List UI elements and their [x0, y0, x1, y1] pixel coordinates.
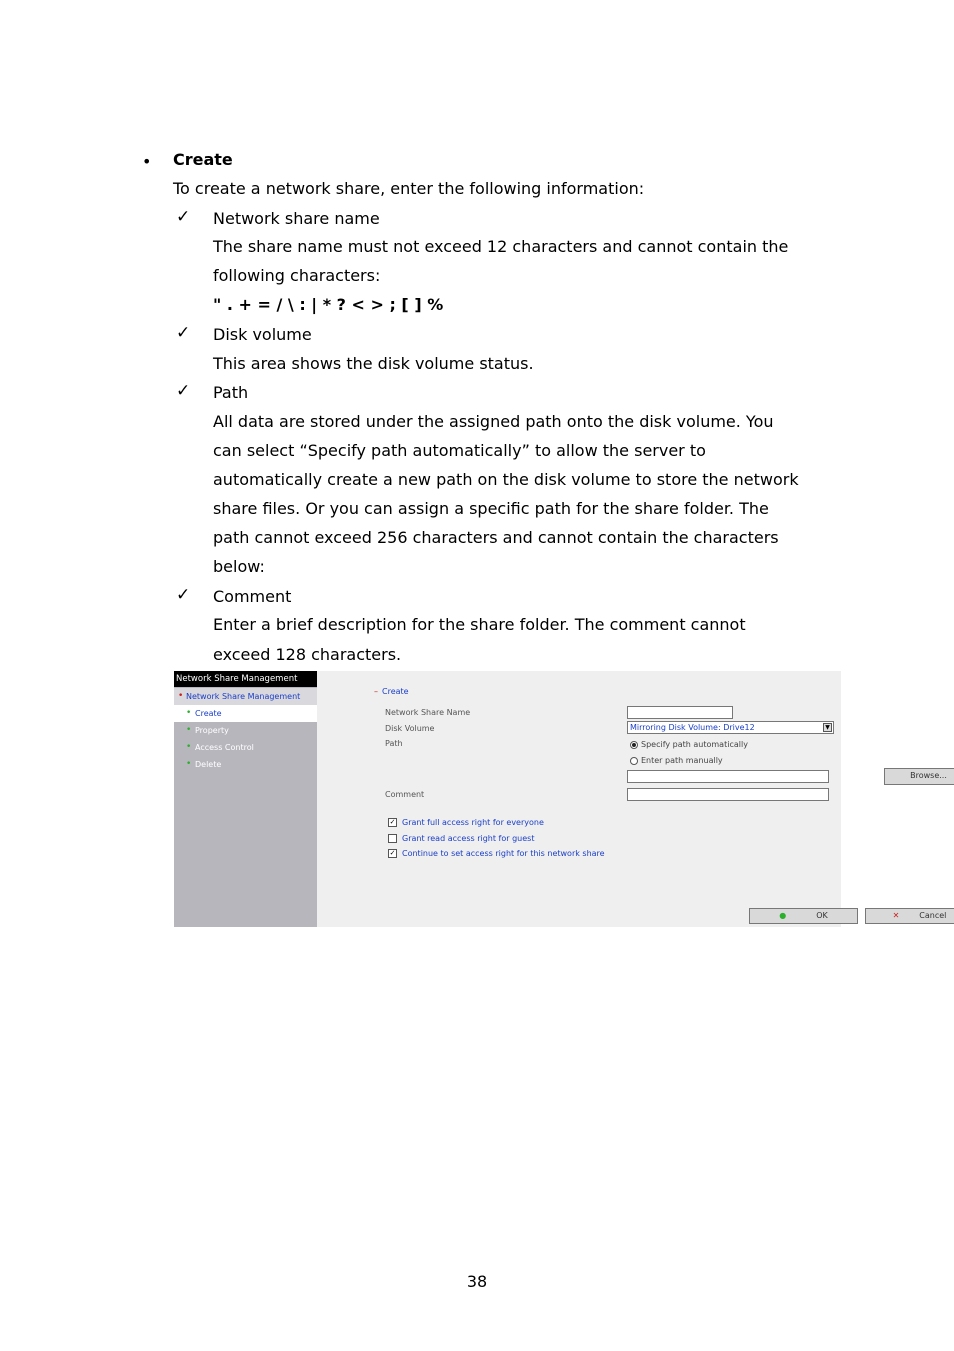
- disk-volume-value: Mirroring Disk Volume: Drive12: [630, 723, 755, 732]
- checkmark-icon: ✓: [176, 207, 191, 227]
- network-share-management-screenshot: [174, 671, 947, 927]
- checkbox-label: Grant full access right for everyone: [402, 818, 544, 827]
- path-auto-radio[interactable]: [630, 740, 748, 749]
- intro-text: To create a network share, enter the following information:: [173, 179, 645, 198]
- path-auto-label: Specify path automatically: [641, 740, 748, 749]
- section-heading: Create: [173, 150, 233, 169]
- grant-full-access-checkbox[interactable]: [388, 818, 544, 827]
- sidebar-section-label: Network Share Management: [186, 692, 301, 701]
- disk-volume-label: Disk Volume: [385, 724, 435, 733]
- cancel-button[interactable]: [865, 908, 954, 924]
- checkmark-icon: ✓: [176, 585, 191, 605]
- item-text: below:: [213, 557, 265, 576]
- form-section-label: Create: [382, 687, 409, 696]
- item-text: following characters:: [213, 266, 381, 285]
- chevron-down-icon[interactable]: ▼: [823, 723, 832, 732]
- cancel-label: Cancel: [919, 911, 947, 920]
- checkbox-empty-icon: [388, 834, 397, 843]
- sidebar-item-label: Access Control: [195, 743, 254, 752]
- ok-label: OK: [816, 911, 828, 920]
- forbidden-characters: " . + = / \ : | * ? < > ; [ ] %: [213, 295, 444, 314]
- bullet-icon: •: [186, 725, 192, 735]
- ok-icon: ●: [779, 911, 787, 920]
- item-text: automatically create a new path on the disk volume to store the network: [213, 470, 799, 489]
- bullet-icon: •: [142, 152, 152, 171]
- item-text: All data are stored under the assigned path onto the disk volume. You: [213, 412, 774, 431]
- item-text: Enter a brief description for the share folder. The comment cannot: [213, 615, 746, 634]
- item-text: exceed 128 characters.: [213, 645, 402, 664]
- item-title-disk-volume: Disk volume: [213, 325, 312, 344]
- path-manual-label: Enter path manually: [641, 756, 723, 765]
- browse-button[interactable]: Browse...: [884, 768, 954, 785]
- path-label: Path: [385, 739, 403, 748]
- page-number: 38: [466, 1272, 488, 1291]
- sidebar: [174, 671, 317, 927]
- comment-label: Comment: [385, 790, 425, 799]
- item-title-share-name: Network share name: [213, 209, 380, 228]
- sidebar-title: Network Share Management: [174, 671, 317, 687]
- sidebar-item-property[interactable]: [174, 722, 317, 739]
- item-text: share files. Or you can assign a specific path for the share folder. The: [213, 499, 769, 518]
- radio-selected-icon: [630, 741, 638, 749]
- radio-empty-icon: [630, 757, 638, 765]
- bullet-icon: •: [186, 742, 192, 752]
- checkbox-label: Grant read access right for guest: [402, 834, 535, 843]
- path-input[interactable]: [627, 770, 829, 783]
- grant-read-access-checkbox[interactable]: [388, 834, 534, 843]
- bullet-icon: •: [186, 759, 192, 769]
- continue-access-checkbox[interactable]: [388, 849, 605, 858]
- close-icon: ✕: [892, 911, 900, 920]
- item-text: path cannot exceed 256 characters and cannot contain the characters: [213, 528, 779, 547]
- create-form: [317, 671, 947, 927]
- sidebar-item-access-control[interactable]: [174, 739, 317, 756]
- bullet-icon: •: [178, 691, 184, 701]
- checkbox-checked-icon: ✓: [389, 849, 396, 857]
- item-title-path: Path: [213, 383, 249, 402]
- checkbox-checked-icon: ✓: [389, 818, 396, 826]
- sidebar-item-create[interactable]: [174, 705, 317, 722]
- ok-button[interactable]: [749, 908, 858, 924]
- share-name-input[interactable]: [627, 706, 733, 719]
- sidebar-item-label: Create: [195, 709, 222, 718]
- bullet-icon: •: [186, 708, 192, 718]
- path-manual-radio[interactable]: [630, 756, 723, 765]
- sidebar-item-label: Delete: [195, 760, 222, 769]
- form-section-header: [374, 687, 409, 696]
- item-text: This area shows the disk volume status.: [213, 354, 534, 373]
- checkmark-icon: ✓: [176, 381, 191, 401]
- sidebar-item-label: Property: [195, 726, 229, 735]
- sidebar-section[interactable]: [174, 688, 317, 705]
- sidebar-item-delete[interactable]: [174, 756, 317, 773]
- item-text: can select “Specify path automatically” to allow the server to: [213, 441, 706, 460]
- checkbox-label: Continue to set access right for this network share: [402, 849, 605, 858]
- share-name-label: Network Share Name: [385, 708, 471, 717]
- comment-input[interactable]: [627, 788, 829, 801]
- checkmark-icon: ✓: [176, 323, 191, 343]
- item-title-comment: Comment: [213, 587, 292, 606]
- disk-volume-select[interactable]: [627, 721, 834, 734]
- collapse-icon[interactable]: –: [374, 687, 378, 696]
- item-text: The share name must not exceed 12 characters and cannot contain the: [213, 237, 789, 256]
